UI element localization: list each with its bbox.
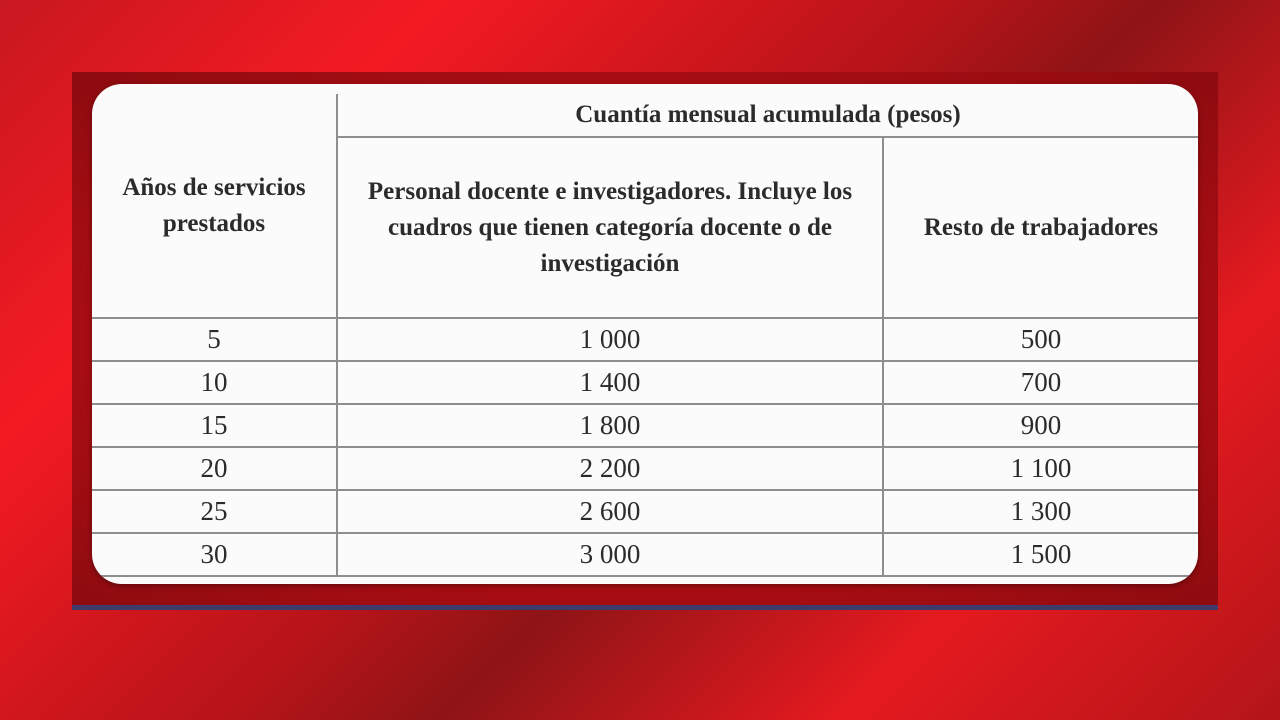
cell-personal: 1 000 [337, 318, 883, 361]
table-row [92, 490, 1198, 533]
cell-years: 20 [92, 447, 337, 490]
cell-years: 30 [92, 533, 337, 576]
header-group-amount: Cuantía mensual acumulada (pesos) [337, 94, 1198, 137]
cell-years: 25 [92, 490, 337, 533]
cell-years: 15 [92, 404, 337, 447]
table-row [92, 404, 1198, 447]
table-header-row [92, 94, 1198, 137]
slide-frame [72, 72, 1218, 610]
header-resto-trabajadores: Resto de trabajadores [883, 137, 1198, 318]
table-card [92, 84, 1198, 584]
cell-resto: 1 500 [883, 533, 1198, 576]
cell-resto: 700 [883, 361, 1198, 404]
cell-personal: 3 000 [337, 533, 883, 576]
header-personal-docente: Personal docente e investigadores. Incluye los cuadros que tienen categoría docente o de investigación [337, 137, 883, 318]
cell-personal: 2 200 [337, 447, 883, 490]
cell-years: 10 [92, 361, 337, 404]
header-years: Años de servicios prestados [92, 94, 337, 318]
table-row [92, 318, 1198, 361]
cell-resto: 1 100 [883, 447, 1198, 490]
cell-resto: 1 300 [883, 490, 1198, 533]
table-row [92, 533, 1198, 576]
cell-resto: 900 [883, 404, 1198, 447]
cell-resto: 500 [883, 318, 1198, 361]
cell-personal: 1 800 [337, 404, 883, 447]
pension-table [92, 94, 1198, 577]
cell-years: 5 [92, 318, 337, 361]
cell-personal: 1 400 [337, 361, 883, 404]
table-row [92, 447, 1198, 490]
cell-personal: 2 600 [337, 490, 883, 533]
table-row [92, 361, 1198, 404]
